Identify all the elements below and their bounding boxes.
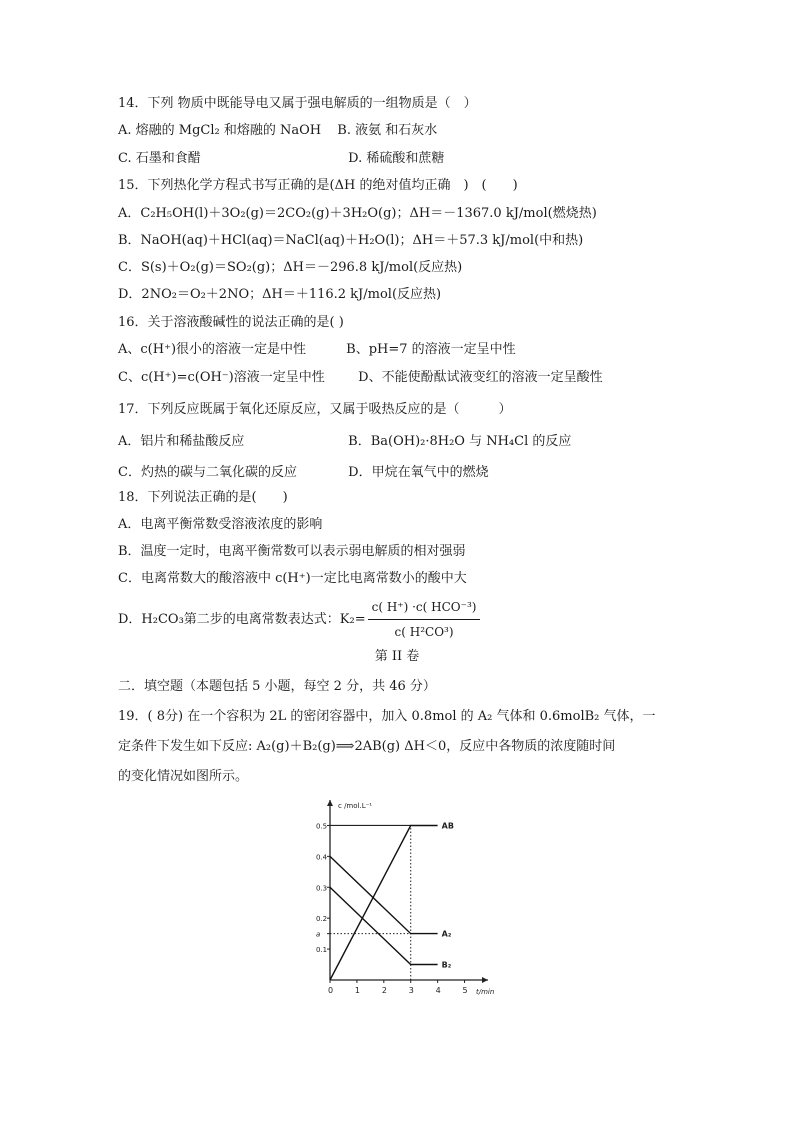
q14-option-b: B. 液氨 和石灰水 <box>337 123 438 138</box>
q15-stem: 15．下列热化学方程式书写正确的是(ΔH 的绝对值均正确 ) ( ) <box>118 178 518 193</box>
q16-option-d: D、不能使酚酞试液变红的溶液一定呈酸性 <box>358 370 603 385</box>
x-axis-label: t/min <box>476 988 495 996</box>
k2-fraction <box>368 597 481 642</box>
q17-option-c: C．灼热的碳与二氧化碳的反应 <box>118 465 297 480</box>
q17-option-a: A．铝片和稀盐酸反应 <box>118 434 245 449</box>
concentration-time-chart <box>300 800 500 1010</box>
series-line-A₂ <box>330 856 438 933</box>
q14-row2 <box>118 150 444 168</box>
x-axis-arrow <box>482 977 488 983</box>
q16-option-c: C、c(H⁺)=c(OH⁻)溶液一定呈中性 <box>118 370 325 385</box>
q17-option-b: B．Ba(OH)₂·8H₂O 与 NH₄Cl 的反应 <box>348 434 572 449</box>
chart-series <box>330 826 438 981</box>
q16-row1 <box>118 341 516 359</box>
y-tick-label: a <box>316 930 321 939</box>
q18-option-d-prefix: D．H₂CO₃第二步的电离常数表达式：K₂= <box>118 612 366 627</box>
q14-option-c: C. 石墨和食醋 <box>118 151 201 166</box>
x-tick-label: 4 <box>435 986 441 995</box>
q16-row2 <box>118 369 603 387</box>
q18-stem: 18．下列说法正确的是( ) <box>118 490 288 505</box>
q18-option-b: B．温度一定时，电离平衡常数可以表示弱电解质的相对强弱 <box>118 544 466 559</box>
q19-line2: 定条件下发生如下反应: A₂(g)＋B₂(g)⟹2AB(g) ΔH＜0，反应中各物质的浓度随时间 <box>118 739 616 754</box>
y-tick-label: 0.3 <box>316 884 328 893</box>
q15-option-d: D．2NO₂＝O₂＋2NO；ΔH＝＋116.2 kJ/mol(反应热) <box>118 287 442 302</box>
section-title: 第 II 卷 <box>374 649 420 664</box>
x-tick-label: 5 <box>462 986 468 995</box>
q14-option-d: D. 稀硫酸和蔗糖 <box>348 151 445 166</box>
q18-option-c: C．电离常数大的酸溶液中 c(H⁺)一定比电离常数小的酸中大 <box>118 571 467 586</box>
y-axis-label: c /mol.L⁻¹ <box>338 802 373 810</box>
q17-row1 <box>118 433 571 451</box>
section-header: 二．填空题（本题包括 5 小题，每空 2 分，共 46 分） <box>118 679 436 694</box>
x-tick-label: 1 <box>354 986 361 995</box>
q15-option-a: A．C₂H₅OH(l)＋3O₂(g)＝2CO₂(g)＋3H₂O(g)；ΔH＝－1367.0 kJ/mol(燃烧热) <box>118 206 597 221</box>
x-tick-label: 2 <box>381 986 387 995</box>
q15-option-c: C．S(s)＋O₂(g)＝SO₂(g)；ΔH＝－296.8 kJ/mol(反应热) <box>118 260 463 275</box>
q16-option-b: B、pH=7 的溶液一定呈中性 <box>346 342 516 357</box>
q17-row2 <box>118 464 489 482</box>
k2-denominator: c( H²CO³) <box>394 625 454 639</box>
series-label-B₂: B₂ <box>441 960 452 970</box>
q19-line1: 19．( 8分) 在一个容积为 2L 的密闭容器中，加入 0.8mol 的 A₂ 气体和 0.6molB₂ 气体，一 <box>118 709 656 724</box>
x-tick-label: 3 <box>408 986 414 995</box>
y-axis-arrow <box>327 800 333 806</box>
q17-option-d: D．甲烷在氧气中的燃烧 <box>348 465 489 480</box>
q19-line3: 的变化情况如图所示。 <box>118 769 249 784</box>
q18-option-d <box>118 597 480 642</box>
y-tick-label: 0.1 <box>316 946 328 955</box>
q17-stem: 17．下列反应既属于氧化还原反应，又属于吸热反应的是（ ） <box>118 402 512 417</box>
y-tick-label: 0.4 <box>316 853 328 862</box>
y-tick-label: 0.5 <box>316 822 328 831</box>
y-tick-label: 0.2 <box>316 915 328 924</box>
q15-option-b: B．NaOH(aq)＋HCl(aq)＝NaCl(aq)＋H₂O(l)；ΔH＝＋57.3 kJ/mol(中和热) <box>118 233 584 248</box>
series-label-A₂: A₂ <box>441 929 452 939</box>
q14-option-a: A. 熔融的 MgCl₂ 和熔融的 NaOH <box>118 123 322 138</box>
series-label-AB: AB <box>441 821 454 831</box>
q16-option-a: A、c(H⁺)很小的溶液一定是中性 <box>118 342 307 357</box>
q14-stem: 14．下列 物质中既能导电又属于强电解质的一组物质是（ ） <box>118 96 477 111</box>
q18-option-a: A．电离平衡常数受溶液浓度的影响 <box>118 517 323 532</box>
q14-row1 <box>118 122 437 140</box>
x-tick-label: 0 <box>328 986 334 995</box>
k2-numerator: c( H⁺) ·c( HCO⁻³) <box>368 597 481 620</box>
q16-stem: 16．关于溶液酸碱性的说法正确的是( ) <box>118 315 344 330</box>
series-line-B₂ <box>330 887 438 964</box>
chart-axes <box>327 800 488 983</box>
